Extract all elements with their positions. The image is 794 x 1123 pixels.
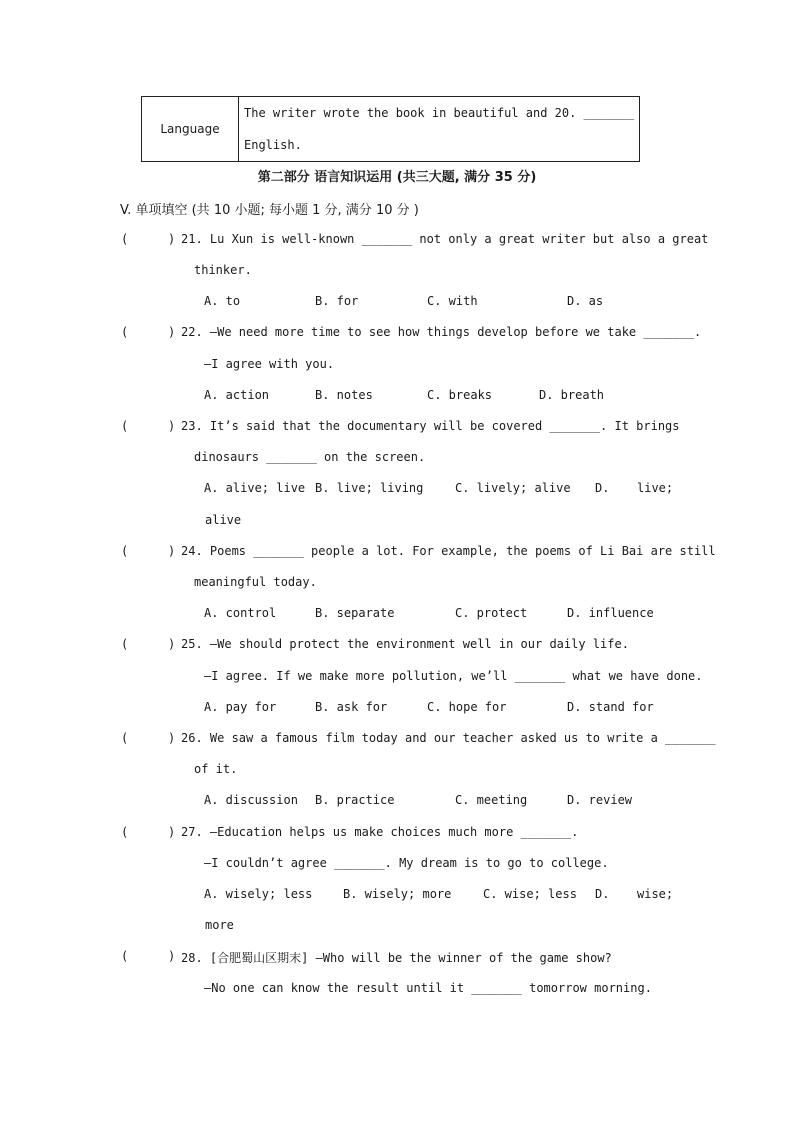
question-23-option-b: B. live; living (315, 481, 424, 495)
question-27-line1: 27. —Education helps us make choices much more _______. (181, 825, 579, 839)
question-25-line1: 25. —We should protect the environment well in our daily life. (181, 637, 629, 651)
answer-bracket-close: ) (168, 637, 176, 651)
question-26-option-b: B. practice (315, 793, 395, 807)
question-22-line2: —I agree with you. (204, 357, 335, 371)
question-25-line2: —I agree. If we make more pollution, we’ll _______ what we have done. (204, 669, 703, 683)
answer-bracket-close: ) (168, 731, 176, 745)
answer-bracket-close: ) (168, 949, 176, 963)
question-22-option-c: C. breaks (427, 388, 493, 402)
answer-bracket-close: ) (168, 419, 176, 433)
question-25-option-a: A. pay for (204, 700, 277, 714)
answer-bracket-close: ) (168, 544, 176, 558)
question-22-option-a: A. action (204, 388, 270, 402)
question-26-option-a: A. discussion (204, 793, 298, 807)
question-25-option-b: B. ask for (315, 700, 388, 714)
question-26-line2: of it. (194, 762, 238, 776)
answer-bracket-open: ( (121, 731, 129, 745)
question-23-option-d-text: live; (637, 481, 674, 495)
question-28-line2: —No one can know the result until it _______ tomorrow morning. (204, 981, 652, 995)
question-24-option-c: C. protect (455, 606, 528, 620)
question-23-line2: dinosaurs _______ on the screen. (194, 450, 426, 464)
question-21-line1: 21. Lu Xun is well-known _______ not only a great writer but also a great (181, 232, 709, 246)
question-24-option-b: B. separate (315, 606, 395, 620)
question-25-option-c: C. hope for (427, 700, 507, 714)
answer-bracket-close: ) (168, 325, 176, 339)
question-23-line1: 23. It’s said that the documentary will be covered _______. It brings (181, 419, 680, 433)
question-27-option-d-wrap: more (205, 918, 234, 932)
question-21-option-d: D. as (567, 294, 604, 308)
answer-bracket-open: ( (121, 825, 129, 839)
question-23-option-d: D. (595, 481, 610, 495)
question-27-option-d: D. (595, 887, 610, 901)
table-label-cell: Language (142, 97, 239, 162)
question-24-line2: meaningful today. (194, 575, 317, 589)
question-23-option-c: C. lively; alive (455, 481, 571, 495)
table-text-line1: The writer wrote the book in beautiful and 20. _______ (244, 106, 635, 120)
part-heading: 第二部分 语言知识运用 (共三大题, 满分 35 分) (257, 170, 537, 185)
language-table (141, 96, 640, 162)
question-27-option-b: B. wisely; more (343, 887, 452, 901)
answer-bracket-open: ( (121, 949, 129, 963)
question-22-option-d: D. breath (539, 388, 605, 402)
answer-bracket-open: ( (121, 325, 129, 339)
question-26-option-c: C. meeting (455, 793, 528, 807)
question-21-option-a: A. to (204, 294, 241, 308)
answer-bracket-open: ( (121, 637, 129, 651)
question-27-option-c: C. wise; less (483, 887, 577, 901)
question-26-line1: 26. We saw a famous film today and our teacher asked us to write a _______ (181, 731, 716, 745)
question-28-line1: 28. [合肥蜀山区期末] —Who will be the winner of the game show? (181, 951, 612, 965)
question-21-option-c: C. with (427, 294, 478, 308)
answer-bracket-close: ) (168, 232, 176, 246)
question-27-option-d-text: wise; (637, 887, 674, 901)
question-27-option-a: A. wisely; less (204, 887, 313, 901)
answer-bracket-open: ( (121, 544, 129, 558)
question-21-option-b: B. for (315, 294, 359, 308)
answer-bracket-open: ( (121, 232, 129, 246)
question-24-line1: 24. Poems _______ people a lot. For example, the poems of Li Bai are still (181, 544, 716, 558)
table-text-cell (239, 97, 640, 162)
question-24-option-a: A. control (204, 606, 277, 620)
question-23-option-d-wrap: alive (205, 513, 242, 527)
section-title: V. 单项填空 (共 10 小题; 每小题 1 分, 满分 10 分 ) (120, 203, 419, 218)
question-26-option-d: D. review (567, 793, 633, 807)
question-22-option-b: B. notes (315, 388, 373, 402)
question-22-line1: 22. —We need more time to see how things develop before we take _______. (181, 325, 702, 339)
question-24-option-d: D. influence (567, 606, 654, 620)
question-25-option-d: D. stand for (567, 700, 654, 714)
table-text-line2: English. (244, 138, 302, 152)
question-27-line2: —I couldn’t agree _______. My dream is to go to college. (204, 856, 609, 870)
question-23-option-a: A. alive; live (204, 481, 306, 495)
answer-bracket-close: ) (168, 825, 176, 839)
answer-bracket-open: ( (121, 419, 129, 433)
question-21-line2: thinker. (194, 263, 252, 277)
